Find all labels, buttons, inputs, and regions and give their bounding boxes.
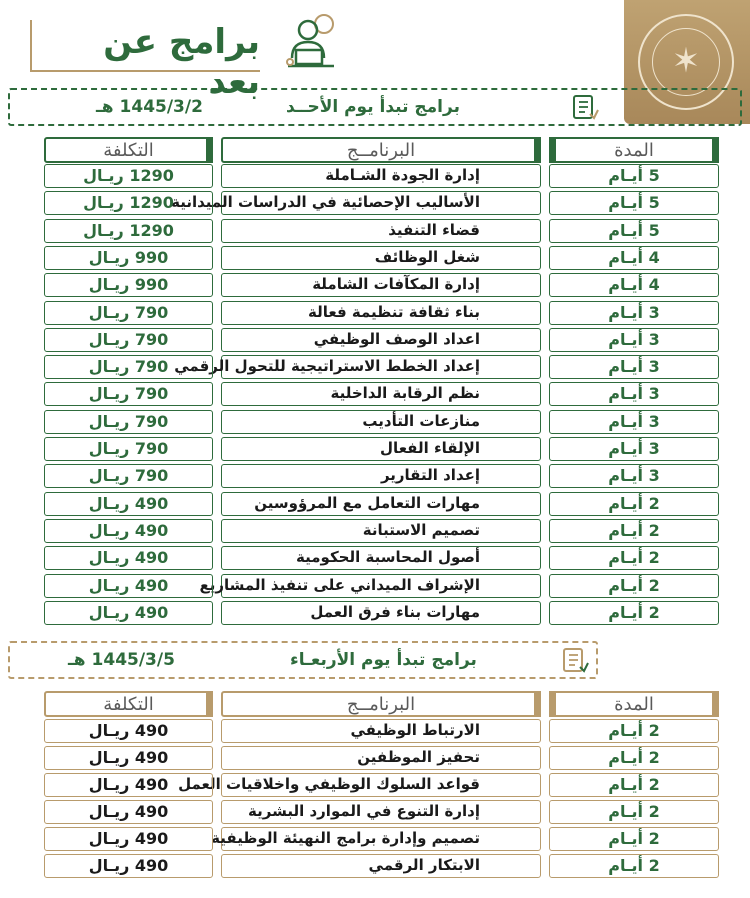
section2-header-program — [221, 691, 541, 717]
duration-cell: 3 أيـام — [549, 301, 719, 325]
program-cell: شغل الوظائف — [221, 246, 541, 270]
program-cell: الابتكار الرقمي — [221, 854, 541, 878]
duration-cell: 3 أيـام — [549, 410, 719, 434]
cost-cell: 790 ريـال — [44, 301, 213, 325]
section2-header-duration — [549, 691, 719, 717]
cost-cell: 990 ريـال — [44, 246, 213, 270]
person-at-laptop-icon — [280, 10, 342, 72]
header-duration-label: المدة — [614, 140, 654, 161]
cost-cell: 790 ريـال — [44, 355, 213, 379]
checklist-icon — [560, 645, 590, 675]
cost-cell: 490 ريـال — [44, 719, 213, 743]
duration-cell: 5 أيـام — [549, 191, 719, 215]
logo-inner-ring — [652, 28, 720, 96]
cost-cell: 490 ريـال — [44, 492, 213, 516]
cost-cell: 490 ريـال — [44, 773, 213, 797]
cost-cell: 490 ريـال — [44, 519, 213, 543]
duration-cell: 2 أيـام — [549, 519, 719, 543]
cost-cell: 1290 ريـال — [44, 164, 213, 188]
cost-cell: 490 ريـال — [44, 546, 213, 570]
section1-header-duration — [549, 137, 719, 163]
cost-cell: 490 ريـال — [44, 800, 213, 824]
section2-title: برامج تبدأ يوم الأربعـاء — [290, 650, 477, 670]
cost-cell: 490 ريـال — [44, 601, 213, 625]
cost-cell: 490 ريـال — [44, 854, 213, 878]
duration-cell: 2 أيـام — [549, 854, 719, 878]
program-cell: إدارة المكآفات الشاملة — [221, 273, 541, 297]
duration-cell: 4 أيـام — [549, 246, 719, 270]
header-duration-label: المدة — [614, 694, 654, 715]
program-cell: مهارات التعامل مع المرؤوسين — [221, 492, 541, 516]
program-cell: نظم الرقابة الداخلية — [221, 382, 541, 406]
page-title-frame — [30, 20, 260, 102]
section1-banner — [8, 88, 742, 126]
duration-cell: 3 أيـام — [549, 382, 719, 406]
duration-cell: 2 أيـام — [549, 574, 719, 598]
section1-header-cost — [44, 137, 213, 163]
cost-cell: 790 ريـال — [44, 464, 213, 488]
header-program-label: البرنامــج — [346, 694, 416, 715]
program-cell: إعداد الخطط الاستراتيجية للتحول الرقمي — [221, 355, 541, 379]
cost-cell: 490 ريـال — [44, 827, 213, 851]
cost-cell: 1290 ريـال — [44, 219, 213, 243]
program-cell: أصول المحاسبة الحكومية — [221, 546, 541, 570]
section2-header-cost — [44, 691, 213, 717]
cost-cell: 490 ريـال — [44, 746, 213, 770]
program-cell: قواعد السلوك الوظيفي واخلاقيات العمل — [221, 773, 541, 797]
section1-header-program — [221, 137, 541, 163]
header-cost-label: التكلفة — [103, 140, 154, 161]
duration-cell: 5 أيـام — [549, 219, 719, 243]
duration-cell: 2 أيـام — [549, 546, 719, 570]
section2-banner — [8, 641, 598, 679]
duration-cell: 4 أيـام — [549, 273, 719, 297]
program-cell: قضاء التنفيذ — [221, 219, 541, 243]
cost-cell: 790 ريـال — [44, 382, 213, 406]
section1-date: 1445/3/2 هـ — [96, 97, 203, 117]
program-cell: الإلقاء الفعال — [221, 437, 541, 461]
cost-cell: 790 ريـال — [44, 437, 213, 461]
program-cell: مهارات بناء فرق العمل — [221, 601, 541, 625]
program-cell: إدارة الجودة الشـاملة — [221, 164, 541, 188]
duration-cell: 3 أيـام — [549, 328, 719, 352]
header-cost-label: التكلفة — [103, 694, 154, 715]
program-cell: الإشراف الميداني على تنفيذ المشاريع — [221, 574, 541, 598]
checklist-icon — [570, 92, 600, 122]
program-cell: تصميم الاستبانة — [221, 519, 541, 543]
duration-cell: 3 أيـام — [549, 464, 719, 488]
duration-cell: 5 أيـام — [549, 164, 719, 188]
program-cell: منازعات التأديب — [221, 410, 541, 434]
logo-star-icon: ✶ — [671, 41, 701, 81]
duration-cell: 2 أيـام — [549, 746, 719, 770]
program-cell: إدارة التنوع في الموارد البشرية — [221, 800, 541, 824]
program-cell: إعداد التقارير — [221, 464, 541, 488]
cost-cell: 490 ريـال — [44, 574, 213, 598]
cost-cell: 790 ريـال — [44, 328, 213, 352]
section1-title: برامج تبدأ يوم الأحــد — [286, 97, 460, 117]
duration-cell: 2 أيـام — [549, 773, 719, 797]
duration-cell: 2 أيـام — [549, 492, 719, 516]
program-cell: تحفيز الموظفين — [221, 746, 541, 770]
duration-cell: 3 أيـام — [549, 437, 719, 461]
program-cell: بناء ثقافة تنظيمة فعالة — [221, 301, 541, 325]
program-cell: الارتباط الوظيفي — [221, 719, 541, 743]
section2-date: 1445/3/5 هـ — [68, 650, 175, 670]
cost-cell: 990 ريـال — [44, 273, 213, 297]
program-cell: تصميم وإدارة برامج النهيئة الوظيفية — [221, 827, 541, 851]
duration-cell: 2 أيـام — [549, 601, 719, 625]
program-cell: الأساليب الإحصائية في الدراسات الميدانية — [221, 191, 541, 215]
header-program-label: البرنامــج — [346, 140, 416, 161]
page-title: برامج عن بعد — [103, 22, 260, 102]
duration-cell: 3 أيـام — [549, 355, 719, 379]
duration-cell: 2 أيـام — [549, 800, 719, 824]
duration-cell: 2 أيـام — [549, 827, 719, 851]
cost-cell: 790 ريـال — [44, 410, 213, 434]
duration-cell: 2 أيـام — [549, 719, 719, 743]
program-cell: اعداد الوصف الوظيفي — [221, 328, 541, 352]
cost-cell: 1290 ريـال — [44, 191, 213, 215]
